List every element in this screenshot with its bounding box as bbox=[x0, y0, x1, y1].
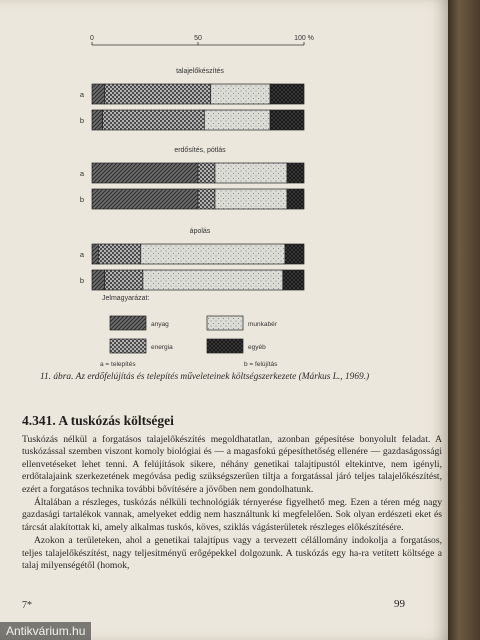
bar-segment-anyag bbox=[92, 84, 105, 104]
bar-segment-munkaber bbox=[141, 244, 285, 264]
bar-segment-munkaber bbox=[215, 189, 287, 209]
legend-note: b = felújítás bbox=[244, 361, 278, 368]
bar-segment-energia bbox=[103, 110, 205, 130]
bar-segment-anyag bbox=[92, 163, 198, 183]
row-label: a bbox=[79, 250, 85, 259]
bars-layer bbox=[80, 68, 304, 290]
body-text bbox=[22, 434, 442, 573]
bar-segment-egyeb bbox=[285, 244, 304, 264]
bar-segment-energia bbox=[98, 244, 140, 264]
bar-segment-munkaber bbox=[204, 110, 270, 130]
bar-segment-anyag bbox=[92, 110, 103, 130]
bar-segment-egyeb bbox=[270, 110, 304, 130]
x-tick-label: 0 bbox=[90, 35, 94, 42]
bar-segment-munkaber bbox=[215, 163, 287, 183]
row-label: a bbox=[79, 169, 85, 178]
row-label: b bbox=[79, 195, 85, 204]
bar-segment-munkaber bbox=[143, 270, 283, 290]
bar-segment-anyag bbox=[92, 244, 98, 264]
legend-label: egyéb bbox=[248, 344, 266, 351]
paragraph: Tuskózás nélkül a forgatásos talajelőkészítés megoldhatatlan, azonban gépesítése bonyolult feladat. A tuskózással szemben viszont komoly biológiai és — a magasfokú gépesíthetőség ellenére — gazdaságossági ellenvetéseket lehet tenni. A felújítások sikere, néhány genetikai talajtípustól eltekintve, nem igényli, erdőtalajaink szerkezetének megóvása pedig szükségszerűen tiltja a forgatással járó teljes talajelőkészítést, ezért a forgatásos technika további bővítésére a jövőben nem gondolhatunk. bbox=[22, 434, 442, 495]
bar-segment-munkaber bbox=[211, 84, 270, 104]
legend-swatch-egyeb bbox=[207, 339, 243, 353]
paragraph: Azokon a területeken, ahol a genetikai talajtípus vagy a tervezett célállomány indokolja a forgatásos, teljes talajelőkészítést, nagy teljesítményű erőgépekkel dolgozunk. A tuskózás egy ha-ra vetített költsége a talaj milyenségétől (homok, bbox=[22, 535, 442, 572]
page-number: 99 bbox=[394, 598, 405, 610]
legend-label: munkabér bbox=[248, 321, 277, 328]
watermark: Antikvárium.hu bbox=[0, 622, 91, 640]
figure-caption: 11. ábra. Az erdőfelújítás és telepítés műveleteinek költségszerkezete (Márkus L., 1969.) bbox=[40, 372, 370, 382]
legend-swatch-munkaber bbox=[207, 316, 243, 330]
legend-title: Jelmagyarázat: bbox=[102, 295, 150, 302]
row-label: b bbox=[79, 116, 85, 125]
legend-label: energia bbox=[151, 344, 173, 351]
x-axis bbox=[90, 35, 314, 45]
bar-segment-egyeb bbox=[287, 163, 304, 183]
book-spine bbox=[448, 0, 480, 640]
legend bbox=[100, 295, 278, 368]
bar-segment-egyeb bbox=[283, 270, 304, 290]
bar-segment-energia bbox=[105, 84, 211, 104]
bar-segment-energia bbox=[198, 163, 215, 183]
row-label: b bbox=[79, 276, 85, 285]
legend-note: a = telepítés bbox=[100, 361, 136, 368]
bar-segment-egyeb bbox=[270, 84, 304, 104]
group-label: erdősítés, pótlás bbox=[174, 147, 226, 154]
bar-segment-egyeb bbox=[287, 189, 304, 209]
bar-segment-energia bbox=[105, 270, 143, 290]
signature-mark: 7* bbox=[22, 600, 32, 611]
bar-segment-anyag bbox=[92, 189, 198, 209]
x-tick-label: 100 % bbox=[294, 35, 314, 42]
legend-label: anyag bbox=[151, 321, 169, 328]
bar-segment-anyag bbox=[92, 270, 105, 290]
group-label: ápolás bbox=[189, 228, 211, 235]
legend-swatch-anyag bbox=[110, 316, 146, 330]
row-label: a bbox=[79, 90, 85, 99]
group-label: talajelőkészítés bbox=[176, 68, 224, 75]
paragraph: Általában a részleges, tuskózás nélküli technológiák térnyerése figyelhető meg. Ezen a téren még nagy gazdasági tartalékok vannak, amelyeket eddig nem használtunk ki megfelelően. Sok olyan erdészeti eket és tárcsát alakítottak ki, amely alkalmas tuskós, köves, sziklás vágásterületek részleges előkészítésére. bbox=[22, 497, 442, 533]
bar-segment-energia bbox=[198, 189, 215, 209]
x-tick-label: 50 bbox=[194, 35, 202, 42]
section-heading: 4.341. A tuskózás költségei bbox=[22, 413, 174, 428]
legend-swatch-energia bbox=[110, 339, 146, 353]
